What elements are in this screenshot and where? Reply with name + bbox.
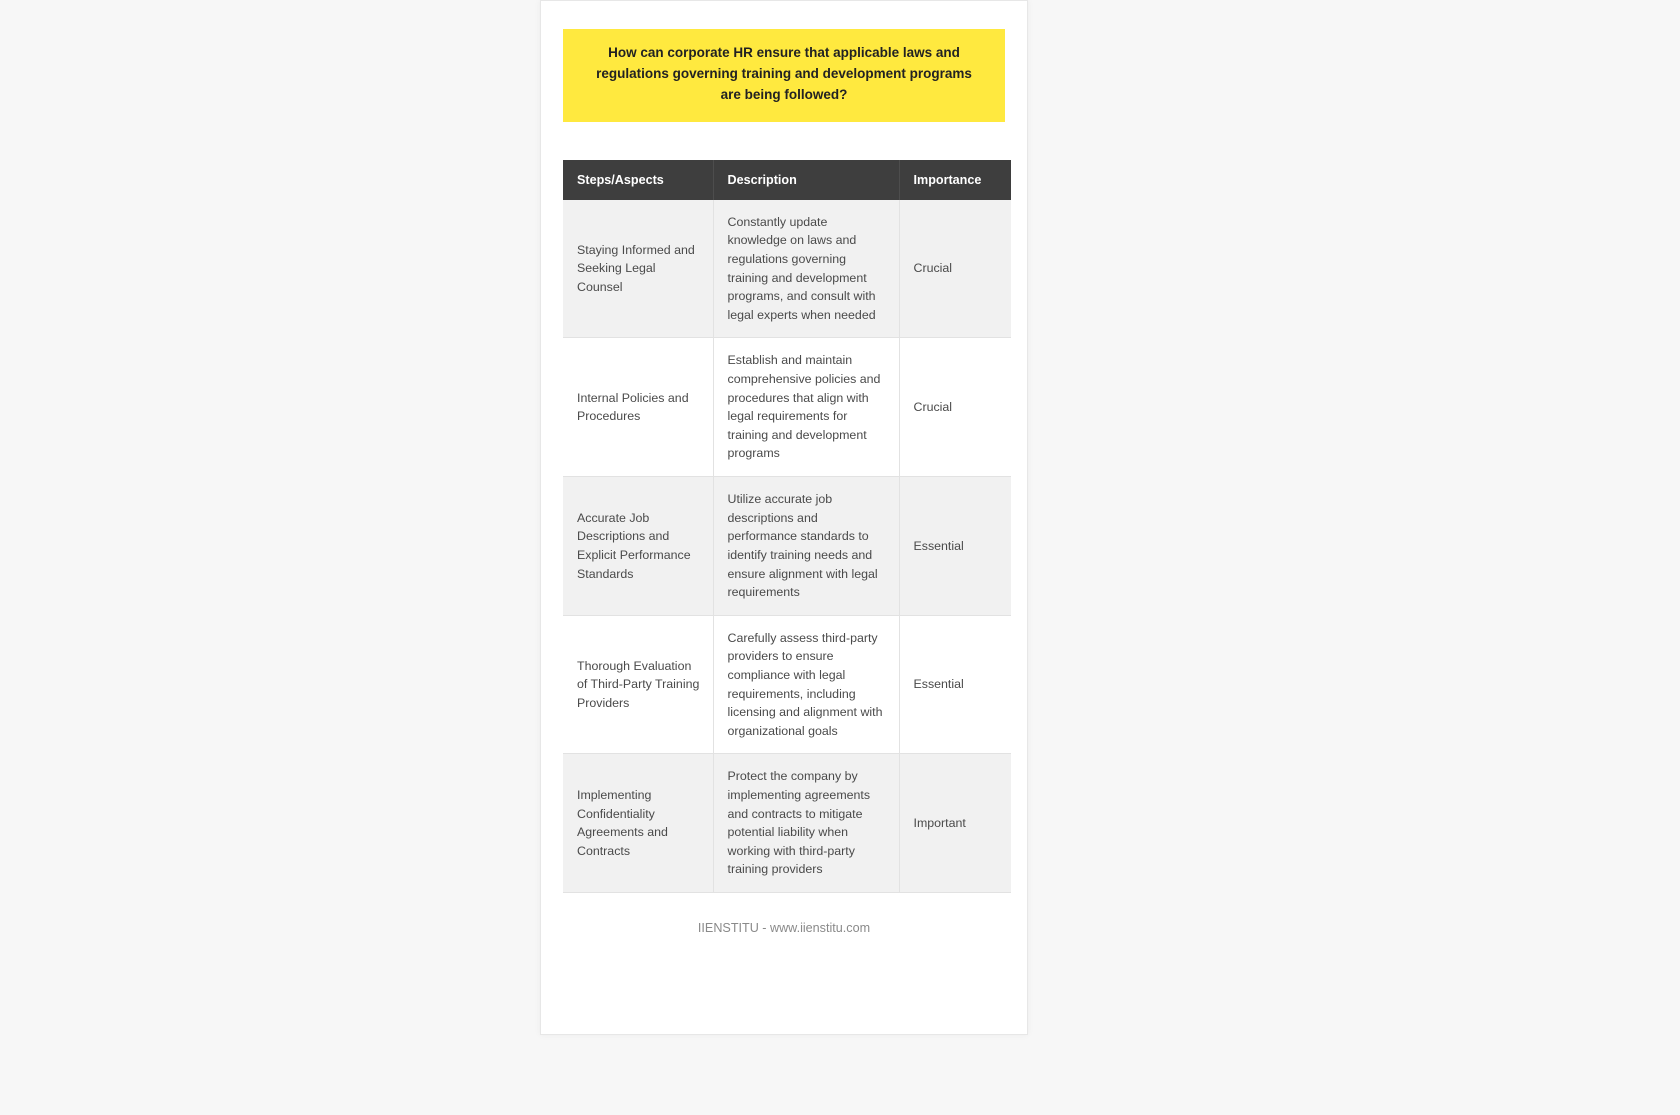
table-body <box>563 200 1011 893</box>
column-header-description: Description <box>713 160 899 200</box>
column-header-importance: Importance <box>899 160 1011 200</box>
page-content <box>541 1 1027 959</box>
table-row <box>563 477 1011 616</box>
table-row <box>563 615 1011 754</box>
cell-step: Thorough Evaluation of Third-Party Training Providers <box>563 615 713 754</box>
cell-step: Internal Policies and Procedures <box>563 338 713 477</box>
cell-description: Protect the company by implementing agreements and contracts to mitigate potential liability when working with third-party training providers <box>713 754 899 893</box>
cell-importance: Crucial <box>899 200 1011 338</box>
cell-description: Constantly update knowledge on laws and regulations governing training and development programs, and consult with legal experts when needed <box>713 200 899 338</box>
table-row <box>563 200 1011 338</box>
table-row <box>563 338 1011 477</box>
cell-description: Utilize accurate job descriptions and performance standards to identify training needs and ensure alignment with legal requirements <box>713 477 899 616</box>
document-page <box>540 0 1028 1035</box>
table-container <box>563 160 1005 893</box>
cell-description: Carefully assess third-party providers to ensure compliance with legal requirements, including licensing and alignment with organizational goals <box>713 615 899 754</box>
compliance-table <box>563 160 1011 893</box>
cell-importance: Essential <box>899 477 1011 616</box>
cell-importance: Essential <box>899 615 1011 754</box>
cell-importance: Important <box>899 754 1011 893</box>
cell-step: Accurate Job Descriptions and Explicit Performance Standards <box>563 477 713 616</box>
table-header <box>563 160 1011 200</box>
table-header-row <box>563 160 1011 200</box>
cell-description: Establish and maintain comprehensive policies and procedures that align with legal requirements for training and development programs <box>713 338 899 477</box>
footer-attribution: IIENSTITU - www.iienstitu.com <box>697 921 871 936</box>
question-banner: How can corporate HR ensure that applicable laws and regulations governing training and development programs are being followed? <box>563 29 1005 122</box>
column-header-steps: Steps/Aspects <box>563 160 713 200</box>
cell-step: Implementing Confidentiality Agreements and Contracts <box>563 754 713 893</box>
table-row <box>563 754 1011 893</box>
cell-step: Staying Informed and Seeking Legal Counsel <box>563 200 713 338</box>
cell-importance: Crucial <box>899 338 1011 477</box>
